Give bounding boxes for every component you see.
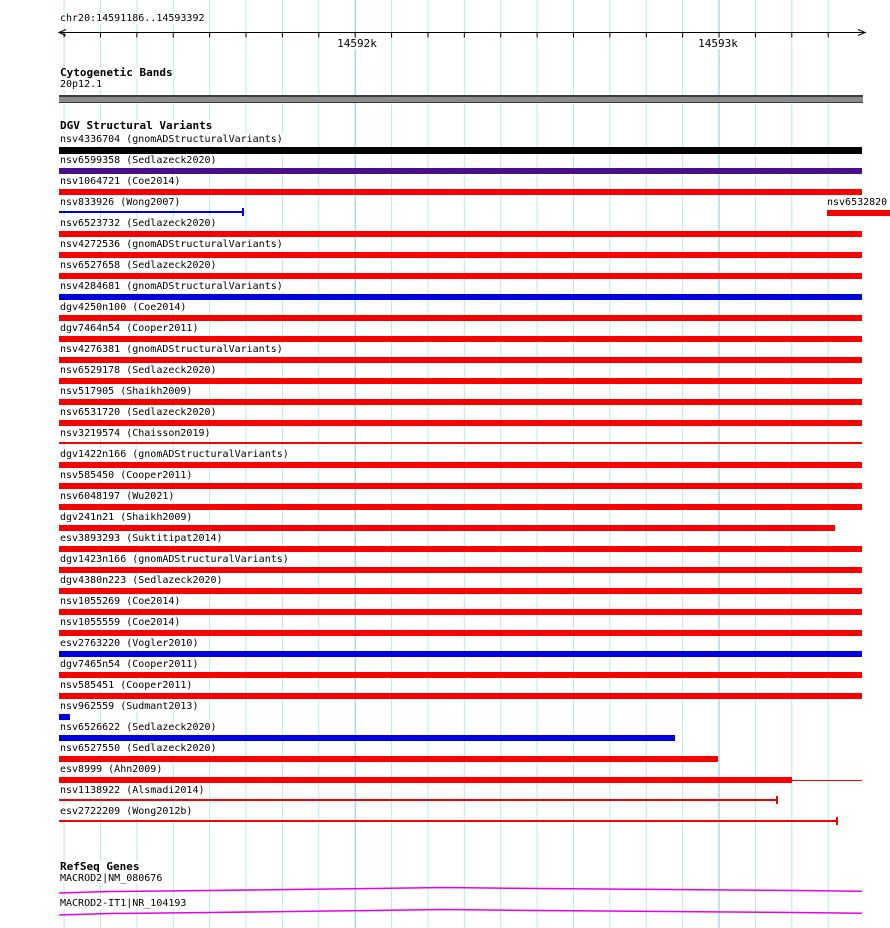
feature-nsv6527550[interactable] (59, 756, 718, 762)
feature-label-dgv1422n166[interactable]: dgv1422n166 (gnomADStructuralVariants) (60, 449, 289, 460)
feature-nsv4336704[interactable] (59, 147, 862, 154)
feature-nsv4272536[interactable] (59, 252, 862, 258)
feature-label-nsv6527658[interactable]: nsv6527658 (Sedlazeck2020) (60, 260, 217, 271)
dgv-structural-variants-header: DGV Structural Variants (60, 119, 213, 132)
feature-label-dgv4250n100[interactable]: dgv4250n100 (Coe2014) (60, 302, 187, 313)
feature-label-dgv7464n54[interactable]: dgv7464n54 (Cooper2011) (60, 323, 199, 334)
feature-dgv4380n223[interactable] (59, 588, 862, 594)
feature-dgv1422n166[interactable] (59, 462, 862, 468)
feature-label-nsv6526622[interactable]: nsv6526622 (Sedlazeck2020) (60, 722, 217, 733)
feature-nsv833926[interactable] (59, 211, 243, 213)
ruler-tick-label: 14593k (698, 37, 738, 50)
feature-nsv6526622[interactable] (59, 735, 675, 741)
feature-label-nsv4284681[interactable]: nsv4284681 (gnomADStructuralVariants) (60, 281, 283, 292)
feature-label-dgv7465n54[interactable]: dgv7465n54 (Cooper2011) (60, 659, 199, 670)
feature-nsv6531720[interactable] (59, 420, 862, 426)
feature-nsv833926-end-tick[interactable] (242, 208, 244, 216)
feature-label-dgv4380n223[interactable]: dgv4380n223 (Sedlazeck2020) (60, 575, 223, 586)
feature-nsv4276381[interactable] (59, 357, 862, 363)
feature-nsv962559[interactable] (59, 714, 70, 720)
feature-esv3893293[interactable] (59, 546, 862, 552)
gene-label-macrod2-it1[interactable]: MACROD2-IT1|NR_104193 (60, 898, 187, 909)
feature-nsv517905[interactable] (59, 399, 862, 405)
feature-nsv6523732[interactable] (59, 231, 862, 237)
feature-label-esv8999[interactable]: esv8999 (Ahn2009) (60, 764, 163, 775)
refseq-genes-header: RefSeq Genes (60, 860, 140, 873)
feature-label-nsv517905[interactable]: nsv517905 (Shaikh2009) (60, 386, 193, 397)
feature-label-esv3893293[interactable]: esv3893293 (Suktitipat2014) (60, 533, 223, 544)
feature-esv8999[interactable] (59, 777, 792, 783)
feature-nsv6532820[interactable] (827, 210, 890, 216)
gene-line-1[interactable] (59, 910, 862, 916)
feature-nsv4284681[interactable] (59, 294, 862, 300)
feature-label-nsv6599358[interactable]: nsv6599358 (Sedlazeck2020) (60, 155, 217, 166)
feature-label-nsv833926[interactable]: nsv833926 (Wong2007) (60, 197, 181, 208)
cytoband-20p12-1[interactable] (59, 95, 863, 103)
feature-nsv1055559[interactable] (59, 630, 862, 636)
feature-nsv6048197[interactable] (59, 504, 862, 510)
feature-nsv585450[interactable] (59, 483, 862, 489)
feature-label-nsv1055269[interactable]: nsv1055269 (Coe2014) (60, 596, 181, 607)
ruler-tick-label: 14592k (337, 37, 377, 50)
feature-label-nsv962559[interactable]: nsv962559 (Sudmant2013) (60, 701, 199, 712)
feature-label-nsv6527550[interactable]: nsv6527550 (Sedlazeck2020) (60, 743, 217, 754)
region-title: chr20:14591186..14593392 (60, 13, 205, 24)
feature-nsv1138922-end-tick[interactable] (776, 796, 778, 804)
feature-label-nsv1055559[interactable]: nsv1055559 (Coe2014) (60, 617, 181, 628)
feature-label-nsv585451[interactable]: nsv585451 (Cooper2011) (60, 680, 193, 691)
feature-label-nsv6048197[interactable]: nsv6048197 (Wu2021) (60, 491, 175, 502)
feature-esv2722209[interactable] (59, 820, 837, 822)
cytogenetic-bands-header: Cytogenetic Bands (60, 66, 173, 79)
feature-label-nsv4272536[interactable]: nsv4272536 (gnomADStructuralVariants) (60, 239, 283, 250)
feature-dgv241n21[interactable] (59, 525, 835, 531)
feature-nsv6529178[interactable] (59, 378, 862, 384)
feature-label-nsv4336704[interactable]: nsv4336704 (gnomADStructuralVariants) (60, 134, 283, 145)
feature-label-nsv1064721[interactable]: nsv1064721 (Coe2014) (60, 176, 181, 187)
feature-label-nsv6523732[interactable]: nsv6523732 (Sedlazeck2020) (60, 218, 217, 229)
feature-esv8999-tail[interactable] (792, 780, 862, 781)
feature-nsv6527658[interactable] (59, 273, 862, 279)
feature-nsv1055269[interactable] (59, 609, 862, 615)
feature-label-esv2763220[interactable]: esv2763220 (Vogler2010) (60, 638, 199, 649)
feature-dgv7464n54[interactable] (59, 336, 862, 342)
feature-esv2763220[interactable] (59, 651, 862, 657)
feature-nsv6599358[interactable] (59, 168, 862, 174)
feature-nsv1138922[interactable] (59, 799, 777, 801)
feature-label-dgv1423n166[interactable]: dgv1423n166 (gnomADStructuralVariants) (60, 554, 289, 565)
feature-dgv7465n54[interactable] (59, 672, 862, 678)
feature-label-nsv6529178[interactable]: nsv6529178 (Sedlazeck2020) (60, 365, 217, 376)
feature-label-nsv6532820[interactable]: nsv6532820 (827, 197, 888, 208)
feature-nsv3219574[interactable] (59, 442, 862, 444)
feature-dgv1423n166[interactable] (59, 567, 862, 573)
feature-label-dgv241n21[interactable]: dgv241n21 (Shaikh2009) (60, 512, 193, 523)
feature-nsv1064721[interactable] (59, 189, 862, 195)
feature-label-nsv3219574[interactable]: nsv3219574 (Chaisson2019) (60, 428, 211, 439)
feature-label-nsv585450[interactable]: nsv585450 (Cooper2011) (60, 470, 193, 481)
feature-nsv585451[interactable] (59, 693, 862, 699)
feature-label-nsv1138922[interactable]: nsv1138922 (Alsmadi2014) (60, 785, 205, 796)
gene-line-0[interactable] (59, 888, 862, 894)
feature-label-nsv4276381[interactable]: nsv4276381 (gnomADStructuralVariants) (60, 344, 283, 355)
feature-dgv4250n100[interactable] (59, 315, 862, 321)
feature-label-nsv6531720[interactable]: nsv6531720 (Sedlazeck2020) (60, 407, 217, 418)
feature-esv2722209-end-tick[interactable] (836, 817, 838, 825)
cytoband-label: 20p12.1 (60, 79, 103, 90)
feature-label-esv2722209[interactable]: esv2722209 (Wong2012b) (60, 806, 193, 817)
gene-label-macrod2[interactable]: MACROD2|NM_080676 (60, 873, 163, 884)
